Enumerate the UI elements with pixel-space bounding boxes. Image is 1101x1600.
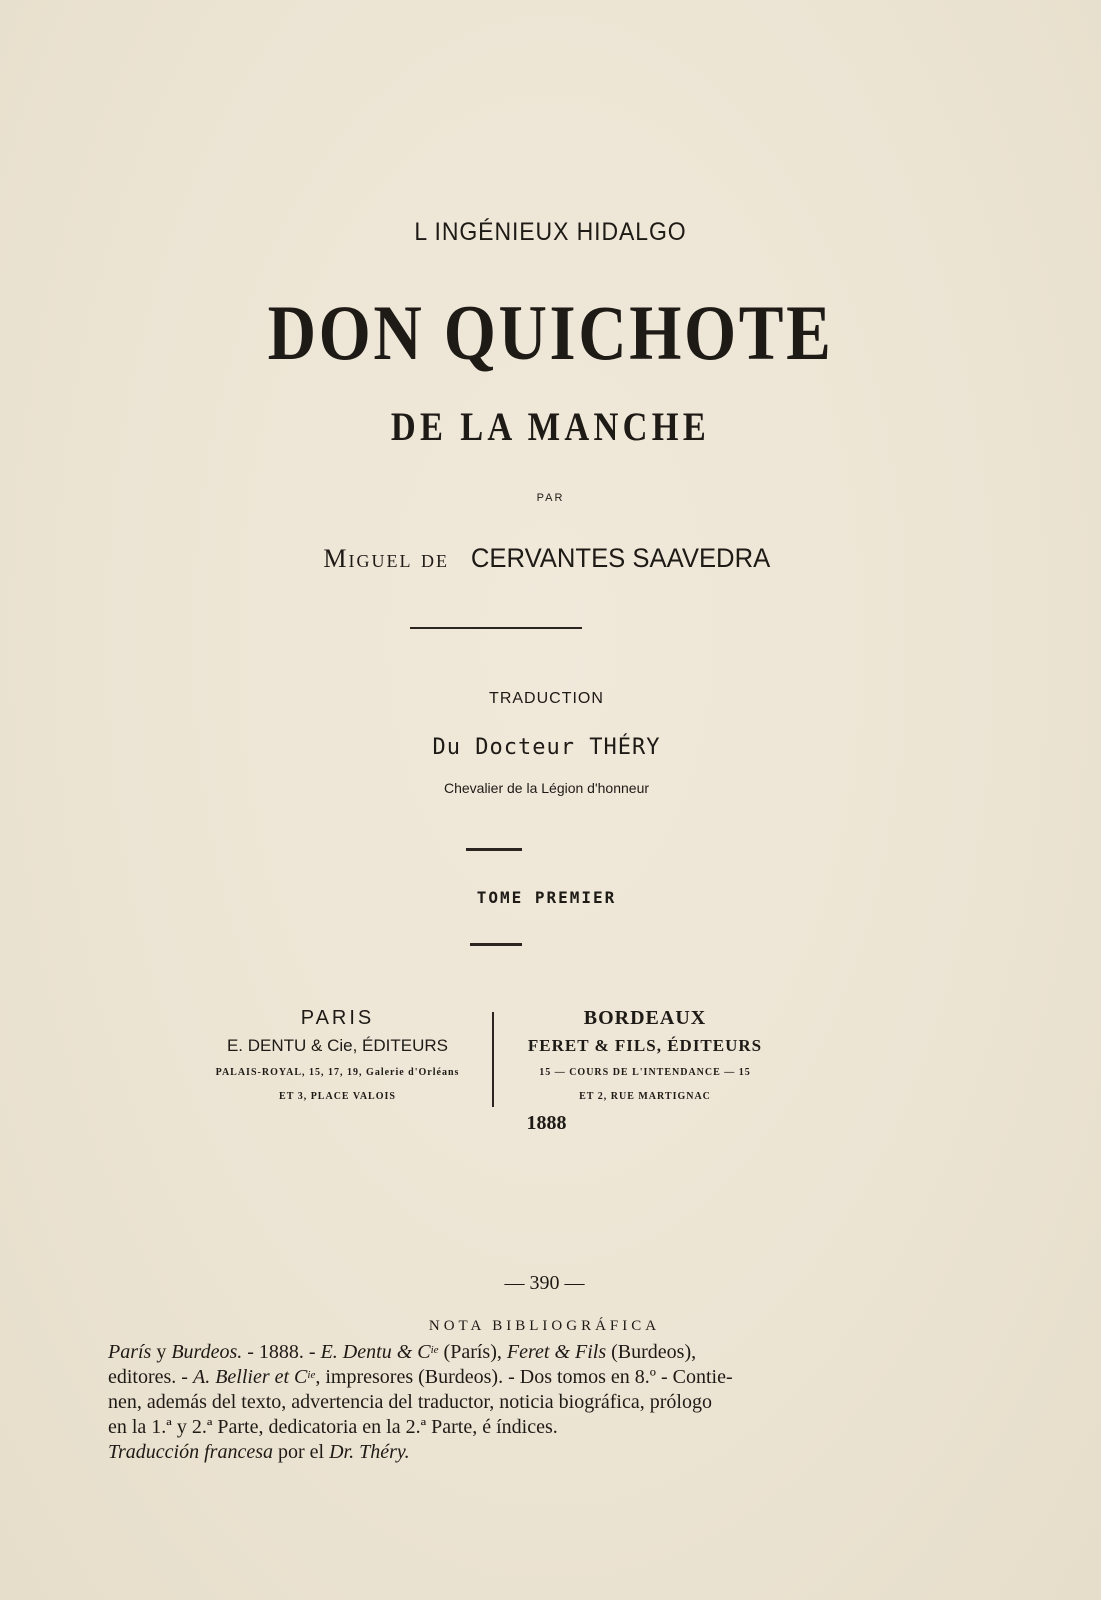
traduction-label: TRADUCTION (489, 690, 604, 707)
note-text: editores. - (108, 1366, 193, 1388)
publisher-city: BORDEAUX (583, 1007, 707, 1029)
note-text: Traducción francesa (108, 1441, 273, 1463)
bibliography-note (108, 1340, 880, 1465)
note-superscript: ie (430, 1344, 439, 1356)
divider-rule-2 (466, 848, 522, 851)
publisher-name: E. DENTU & Cie, ÉDITEURS (226, 1036, 449, 1055)
note-text: París (108, 1341, 152, 1363)
volume-label: TOME PREMIER (476, 888, 617, 907)
publisher-paris (195, 1005, 480, 1109)
publisher-name: FERET & FILS, ÉDITEURS (527, 1036, 763, 1055)
publisher-city: PARIS (300, 1007, 375, 1029)
translator-title: Chevalier de la Légion d'honneur (443, 780, 650, 796)
note-text: E. Dentu & C (320, 1341, 431, 1363)
note-text: A. Bellier et C (192, 1366, 308, 1388)
note-text: (París), (438, 1341, 507, 1363)
author-first-name: Miguel de (323, 544, 449, 573)
par-label: PAR (536, 492, 565, 504)
publication-year: 1888 (526, 1112, 567, 1134)
author-name (0, 541, 1101, 575)
publisher-address: 15 — COURS DE L'INTENDANCE — 15 (539, 1067, 751, 1078)
note-line-4: en la 1.ª y 2.ª Parte, dedicatoria en la 2.ª Parte, é índices. (108, 1416, 558, 1438)
pre-title: L INGÉNIEUX HIDALGO (414, 218, 687, 246)
note-line-3: nen, además del texto, advertencia del traductor, noticia biográfica, prólogo (108, 1391, 712, 1413)
note-line-2 (108, 1365, 880, 1390)
publisher-address: ET 3, PLACE VALOIS (279, 1091, 396, 1102)
publisher-address: ET 2, RUE MARTIGNAC (579, 1091, 711, 1102)
main-title: DON QUICHOTE (267, 289, 834, 376)
note-text: Feret & Fils (506, 1341, 607, 1363)
note-text: - 1888. - (242, 1341, 321, 1363)
translator-name: Du Docteur THÉRY (432, 735, 661, 760)
publisher-divider (492, 1012, 494, 1107)
sub-title: DE LA MANCHE (390, 404, 711, 449)
note-line-1 (108, 1340, 880, 1365)
note-text: , impresores (Burdeos). - Dos tomos en 8.º - Contie- (315, 1366, 733, 1388)
note-text: por el (273, 1441, 330, 1463)
author-last-name: CERVANTES SAAVEDRA (470, 543, 770, 573)
divider-rule-1 (410, 627, 582, 629)
divider-rule-3 (470, 943, 522, 946)
note-text: Dr. Théry. (329, 1441, 410, 1463)
bibliography-heading: NOTA BIBLIOGRÁFICA (428, 1318, 661, 1334)
note-text: (Burdeos), (606, 1341, 697, 1363)
page-number: — 390 — (504, 1272, 585, 1294)
publisher-address: PALAIS-ROYAL, 15, 17, 19, Galerie d'Orléans (215, 1067, 460, 1078)
note-line-5 (108, 1440, 880, 1465)
note-superscript: ie (307, 1369, 316, 1381)
publisher-bordeaux (500, 1005, 790, 1109)
note-text: Burdeos. (171, 1341, 243, 1363)
note-text: y (151, 1341, 172, 1363)
